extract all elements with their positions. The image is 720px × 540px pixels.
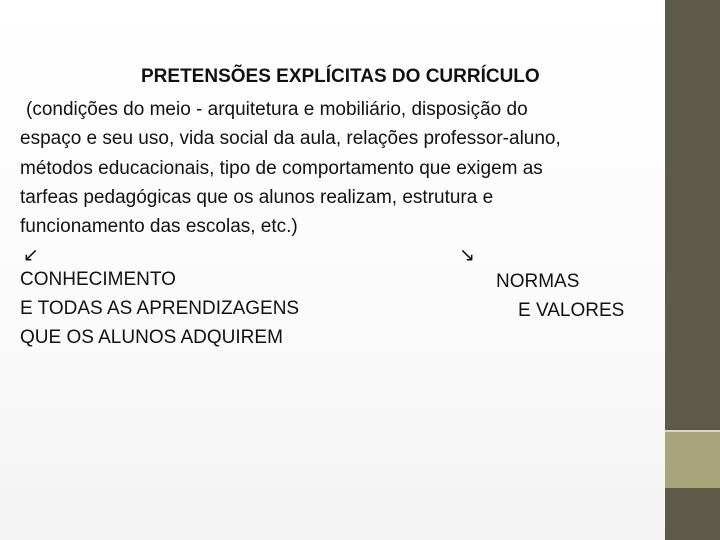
norms-block: [496, 267, 624, 325]
paragraph-line: tarfeas pedagógicas que os alunos realizam, estrutura e: [20, 186, 494, 208]
paragraph-line: (condições do meio - arquitetura e mobiliário, disposição do: [26, 99, 528, 120]
knowledge-line: QUE OS ALUNOS ADQUIREM: [20, 327, 283, 348]
slide-title: PRETENSÕES EXPLÍCITAS DO CURRÍCULO: [141, 66, 540, 87]
knowledge-line: CONHECIMENTO: [20, 269, 176, 290]
paragraph-line: espaço e seu uso, vida social da aula, relações professor-aluno,: [20, 128, 561, 150]
knowledge-line: E TODAS AS APRENDIZAGENS: [20, 298, 300, 319]
knowledge-block: [20, 265, 299, 352]
norms-line: NORMAS: [496, 271, 580, 292]
norms-line: E VALORES: [518, 300, 625, 321]
paragraph-line: métodos educacionais, tipo de comportamento que exigem as: [20, 157, 543, 179]
arrow-down-left-icon: ↙: [23, 244, 39, 266]
description-paragraph: [20, 95, 650, 241]
side-rail-accent: [665, 432, 720, 488]
arrow-down-right-icon: ↘: [459, 244, 475, 266]
paragraph-line: funcionamento das escolas, etc.): [20, 216, 298, 238]
